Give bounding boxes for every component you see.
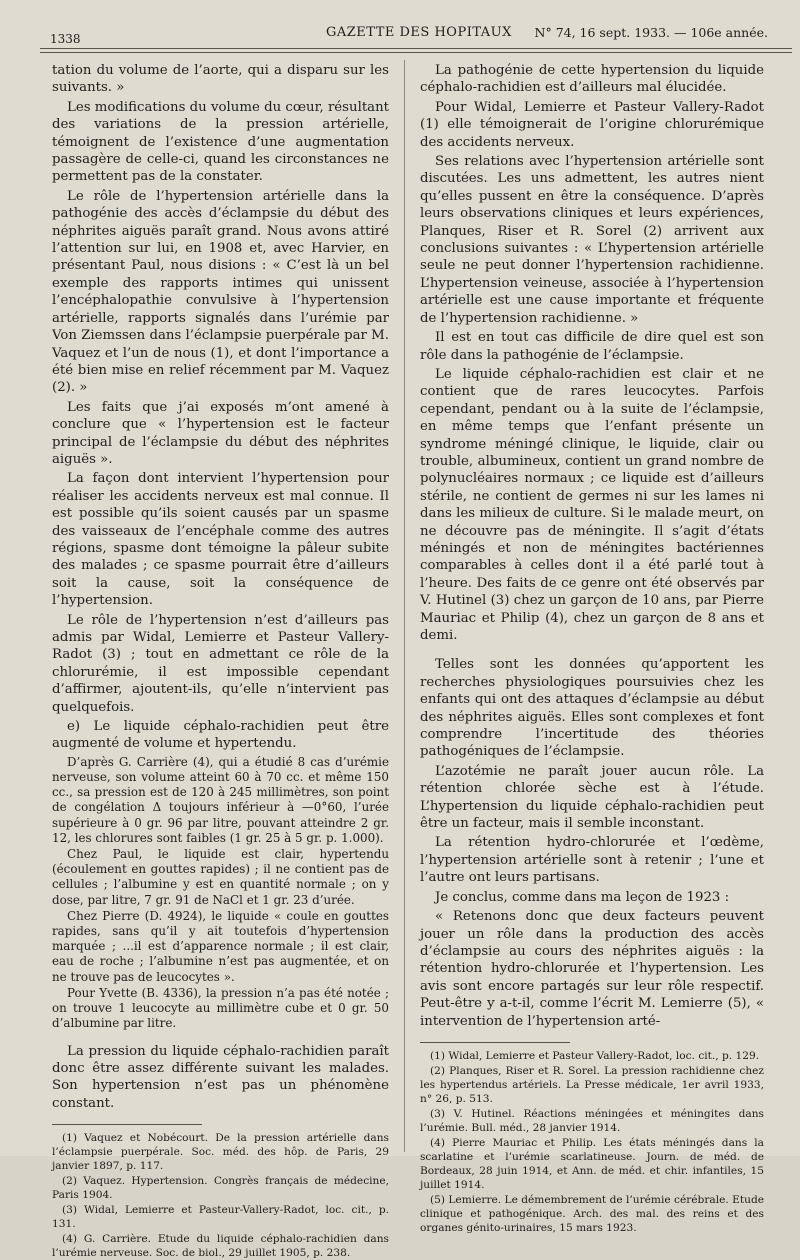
footnote: (2) Planques, Riser et R. Sorel. La pression rachidienne chez les hypertendus artériels. La Presse médicale, 1er avril 1933, n° 26, p. 513. bbox=[420, 1064, 764, 1105]
column-divider bbox=[404, 60, 405, 1152]
paragraph: Les faits que j’ai exposés m’ont amené à conclure que « l’hypertension est le facteur principal de l’éclampsie du début des néphrites aiguës ». bbox=[52, 399, 389, 467]
paragraph: Il est en tout cas difficile de dire quel est son rôle dans la pathogénie de l’éclampsie. bbox=[420, 330, 764, 363]
issue-date: N° 74, 16 sept. 1933. — 106e année. bbox=[534, 25, 768, 40]
paragraph: La rétention hydro-chlorurée et l’œdème, l’hypertension artérielle sont à retenir ; l’une et l’autre ont leurs partisans. bbox=[420, 835, 764, 886]
footnote: (3) V. Hutinel. Réactions méningées et méningites dans l’urémie. Bull. méd., 28 janvier 1914. bbox=[420, 1107, 764, 1134]
header-rule-double bbox=[40, 52, 792, 53]
journal-title: GAZETTE DES HOPITAUX bbox=[326, 25, 512, 40]
footnote: (4) Pierre Mauriac et Philip. Les états méningés dans la scarlatine et l’urémie scarlatineuse. Journ. de méd. de Bordeaux, 28 juin 1914, et Ann. de méd. et chir. infantiles, 15 juillet 1914. bbox=[420, 1136, 764, 1191]
paragraph: Le rôle de l’hypertension artérielle dans la pathogénie des accès d’éclampsie du début des néphrites aiguës paraît grand. Nous avons attiré l’attention sur lui, en 1908 et, avec Harvier, en présentant Paul, nous disions : « C’est là un bel exemple des rapports intimes qui unissent l’encéphalopathie convulsive à l’hypertension artérielle, rapports signalés dans l’urémie par Von Ziemssen dans l’éclampsie puerpérale par M. Vaquez et l’un de nous (1), et dont l’importance a été bien mise en relief récemment par M. Vaquez (2). » bbox=[52, 188, 389, 396]
running-header bbox=[50, 22, 780, 44]
paragraph: La pathogénie de cette hypertension du liquide céphalo-rachidien est d’ailleurs mal élucidée. bbox=[420, 63, 764, 96]
small-print-block bbox=[52, 755, 389, 1032]
paragraph: Chez Pierre (D. 4924), le liquide « coule en gouttes rapides, sans qu’il y ait toutefois d’hypertension marquée ; ...il est d’apparence normale ; il est clair, eau de roche ; l’albumine n’est pas augmentée, et on ne trouve pas de leucocytes ». bbox=[52, 908, 389, 984]
footnotes bbox=[52, 1131, 389, 1260]
paragraph: Ses relations avec l’hypertension artérielle sont discutées. Les uns admettent, les autres nient qu’elles pussent en être la conséquence. D’après leurs observations cliniques et leurs expériences, Planques, Riser et R. Sorel (2) arrivent aux conclusions suivantes : « L’hypertension artérielle seule ne peut donner l’hypertension rachidienne. L’hypertension veineuse, associée à l’hypertension artérielle est une cause importante et fréquente de l’hypertension rachidienne. » bbox=[420, 154, 764, 326]
paragraph: Telles sont les données qu’apportent les recherches physiologiques poursuivies chez les enfants qui ont des attaques d’éclampsie au début des néphrites aiguës. Elles sont complexes et font comprendre l’incertitude des théories pathogéniques de l’éclampsie. bbox=[420, 657, 764, 760]
paragraph: La façon dont intervient l’hypertension pour réaliser les accidents nerveux est mal connue. Il est possible qu’ils soient causés par un spasme des vaisseaux de l’encéphale comme des autres régions, spasme dont témoigne la pâleur subite des malades ; ce spasme pourrait être d’ailleurs soit la cause, soit la conséquence de l’hypertension. bbox=[52, 471, 389, 609]
paragraph: D’après G. Carrière (4), qui a étudié 8 cas d’urémie nerveuse, son volume atteint 60 à 70 cc. et même 150 cc., sa pression est de 120 à 245 millimètres, son point de congélation Δ toujours inférieur à —0°60, l’urée supérieure à 0 gr. 96 par litre, pouvant atteindre 2 gr. 12, les chlorures sont faibles (1 gr. 25 à 5 gr. p. 1.000). bbox=[52, 754, 389, 845]
paragraph: Je conclus, comme dans ma leçon de 1923 : bbox=[435, 889, 730, 905]
footnote: (1) Vaquez et Nobécourt. De la pression artérielle dans l’éclampsie puerpérale. Soc. méd. des hôp. de Paris, 29 janvier 1897, p. 117. bbox=[52, 1132, 389, 1173]
paragraph: Pour Widal, Lemierre et Pasteur Vallery-Radot (1) elle témoignerait de l’origine chlorurémique des accidents nerveux. bbox=[420, 99, 764, 150]
right-column bbox=[420, 62, 764, 1234]
footnote: (4) G. Carrière. Etude du liquide céphalo-rachidien dans l’urémie nerveuse. Soc. de biol., 29 juillet 1905, p. 238. bbox=[52, 1233, 389, 1260]
footnote: (1) Widal, Lemierre et Pasteur Vallery-Radot, loc. cit., p. 129. bbox=[430, 1049, 760, 1062]
section-heading: e) Le liquide céphalo-rachidien peut être augmenté de volume et hypertendu. bbox=[52, 719, 389, 752]
paragraph: Chez Paul, le liquide est clair, hypertendu (écoulement en gouttes rapides) ; il ne contient pas de cellules ; l’albumine y est en quantité normale ; on y dose, par litre, 7 gr. 91 de NaCl et 1 gr. 23 d’urée. bbox=[52, 847, 389, 907]
header-rule bbox=[40, 48, 792, 49]
left-column bbox=[52, 62, 389, 1260]
footnote: (2) Vaquez. Hypertension. Congrès français de médecine, Paris 1904. bbox=[52, 1175, 389, 1202]
footnotes bbox=[420, 1049, 764, 1235]
paragraph: Pour Yvette (B. 4336), la pression n’a pas été notée ; on trouve 1 leucocyte au millimètre cube et 0 gr. 50 d’albumine par litre. bbox=[52, 985, 389, 1031]
quotation: « Retenons donc que deux facteurs peuvent jouer un rôle dans la production des accès d’éclampsie au cours des néphrites aiguës : la rétention hydro-chlorurée et l’hypertension. Les avis sont encore partagés sur leur rôle respectif. Peut-être y a-t-il, comme l’écrit M. Lemierre (5), « intervention de l’hypertension arté- bbox=[420, 909, 764, 1029]
paragraph: La pression du liquide céphalo-rachidien paraît donc être assez différente suivant les malades. Son hypertension n’est pas un phénomène constant. bbox=[52, 1043, 389, 1111]
footnote-rule bbox=[420, 1042, 570, 1043]
footnote: (5) Lemierre. Le démembrement de l’urémie cérébrale. Etude clinique et pathogénique. Arch. des mal. des reins et des organes génito-urinaires, 15 mars 1923. bbox=[420, 1193, 764, 1234]
paragraph: L’azotémie ne paraît jouer aucun rôle. La rétention chlorée sèche est à l’étude. L’hypertension du liquide céphalo-rachidien peut être un facteur, mais il semble inconstant. bbox=[420, 763, 764, 832]
paragraph: tation du volume de l’aorte, qui a disparu sur les suivants. » bbox=[52, 63, 389, 96]
paragraph: Le liquide céphalo-rachidien est clair et ne contient que de rares leucocytes. Parfois cependant, pendant ou à la suite de l’éclampsie, en même temps que l’enfant présente un syndrome méningé clinique, le liquide, clair ou trouble, albumineux, contient un grand nombre de polynucléaires normaux ; ce liquide est d’ailleurs stérile, ne contient de germes ni sur les lames ni dans les milieux de culture. Si le malade meurt, on ne découvre pas de méningite. Il s’agit d’états méningés et non de méningites bactériennes comparables à celles dont il a été parlé tout à l’heure. Des faits de ce genre ont été observés par V. Hutinel (3) chez un garçon de 10 ans, par Pierre Mauriac et Philip (4), chez un garçon de 8 ans et demi. bbox=[420, 366, 764, 643]
footnote-rule bbox=[52, 1124, 202, 1125]
paragraph: Les modifications du volume du cœur, résultant des variations de la pression artérielle, témoignent de l’existence d’une augmentation passagère de celle-ci, quand les circonstances ne permettent pas de la constater. bbox=[52, 99, 389, 185]
paragraph: Le rôle de l’hypertension n’est d’ailleurs pas admis par Widal, Lemierre et Pasteur Vallery-Radot (3) ; tout en admettant ce rôle de la chlorurémie, il est impossible cependant d’affirmer, ajoutent-ils, qu’elle n’intervient pas quelquefois. bbox=[52, 612, 389, 715]
footnote: (3) Widal, Lemierre et Pasteur-Vallery-Radot, loc. cit., p. 131. bbox=[52, 1204, 389, 1231]
page-number: 1338 bbox=[50, 32, 81, 46]
